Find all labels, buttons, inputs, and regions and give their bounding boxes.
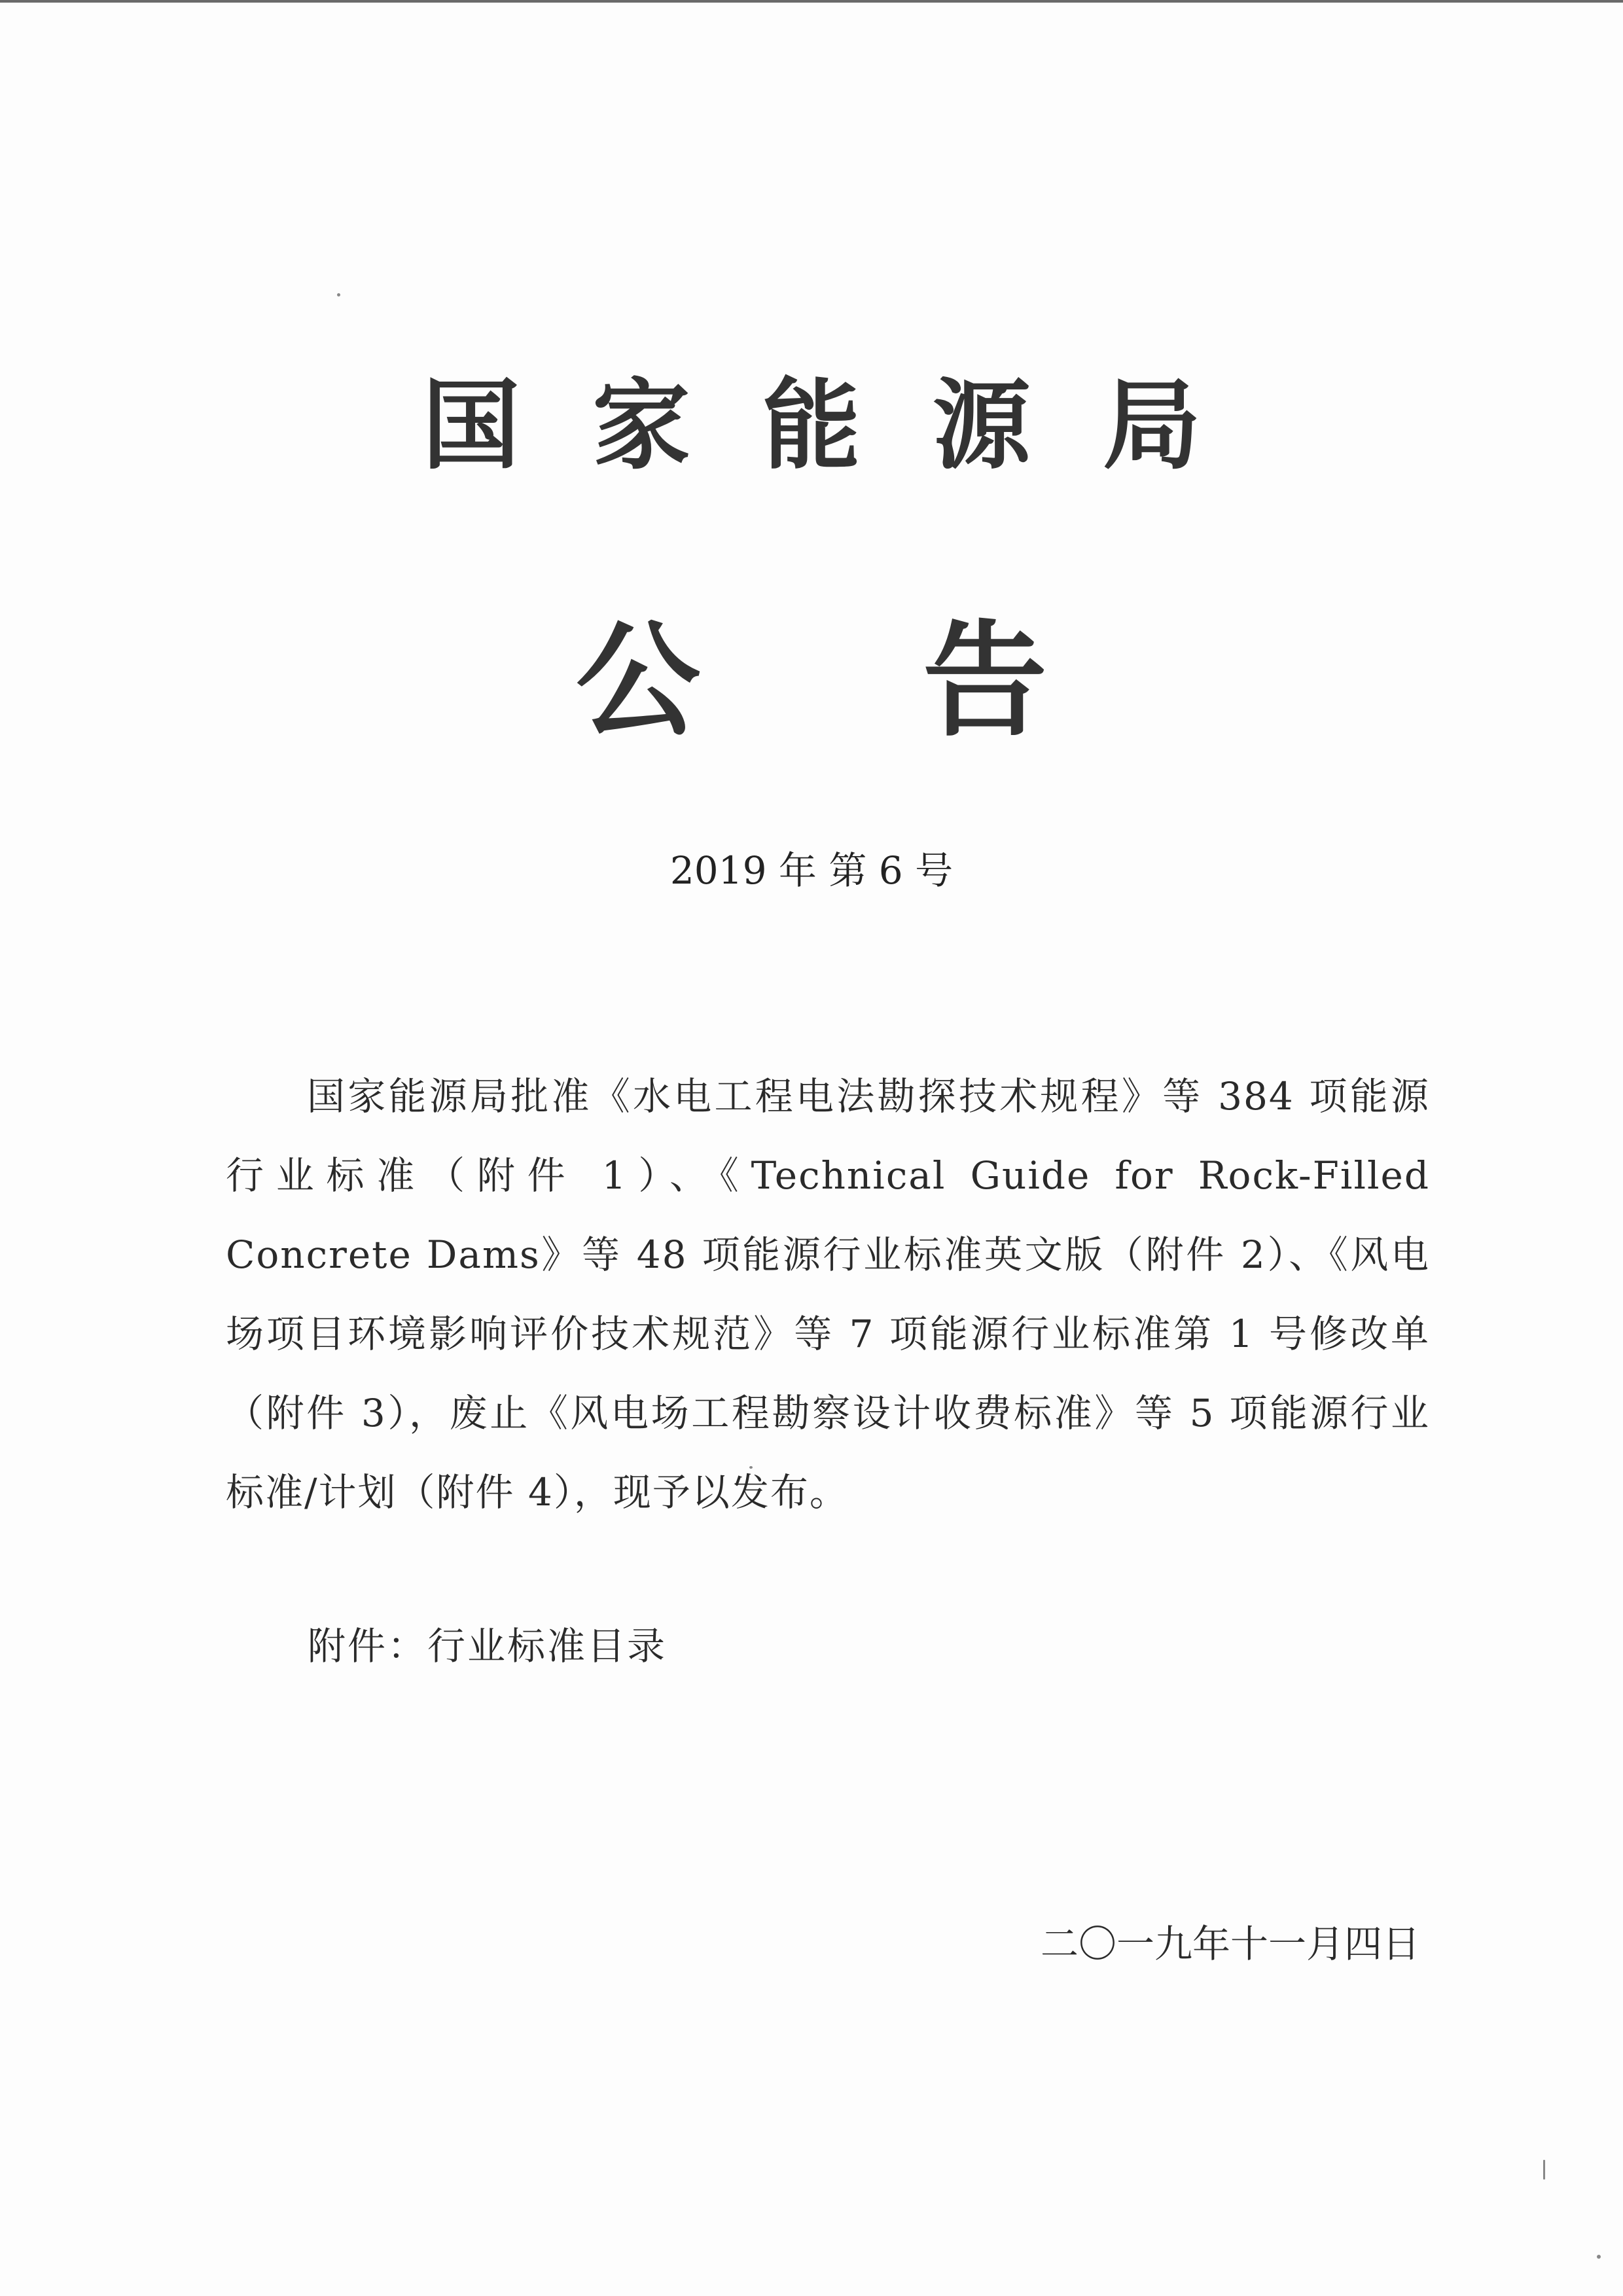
announcement-body: 国家能源局批准《水电工程电法勘探技术规程》等 384 项能源行业标准（附件 1）、《Technical Guide for Rock-Filled Concrete Dams》等 48 项能源行业标准英文版（附件 2）、《风电场项目环境影响评价技术规范》等 7 项能源行业标准第 1 号修改单（附件 3），废止《风电场工程勘察设计收费标准》等 5 项能源行业标准/计划（附件 4），现予以发布。 — [226, 1074, 1430, 1515]
issue-date: 二〇一九年十一月四日 — [1040, 1922, 1420, 1966]
document-type-title: 公告 — [575, 607, 1270, 753]
attachment-line: 附件：行业标准目录 — [308, 1624, 668, 1668]
scan-speck — [749, 1466, 753, 1469]
document-number: 2019 年 第 6 号 — [669, 848, 954, 893]
scan-speck — [337, 293, 340, 296]
issuing-organization: 国家能源局 — [421, 368, 1273, 483]
scan-speck — [1543, 2160, 1545, 2179]
scan-top-edge — [0, 0, 1623, 3]
scan-speck — [1597, 2255, 1601, 2259]
